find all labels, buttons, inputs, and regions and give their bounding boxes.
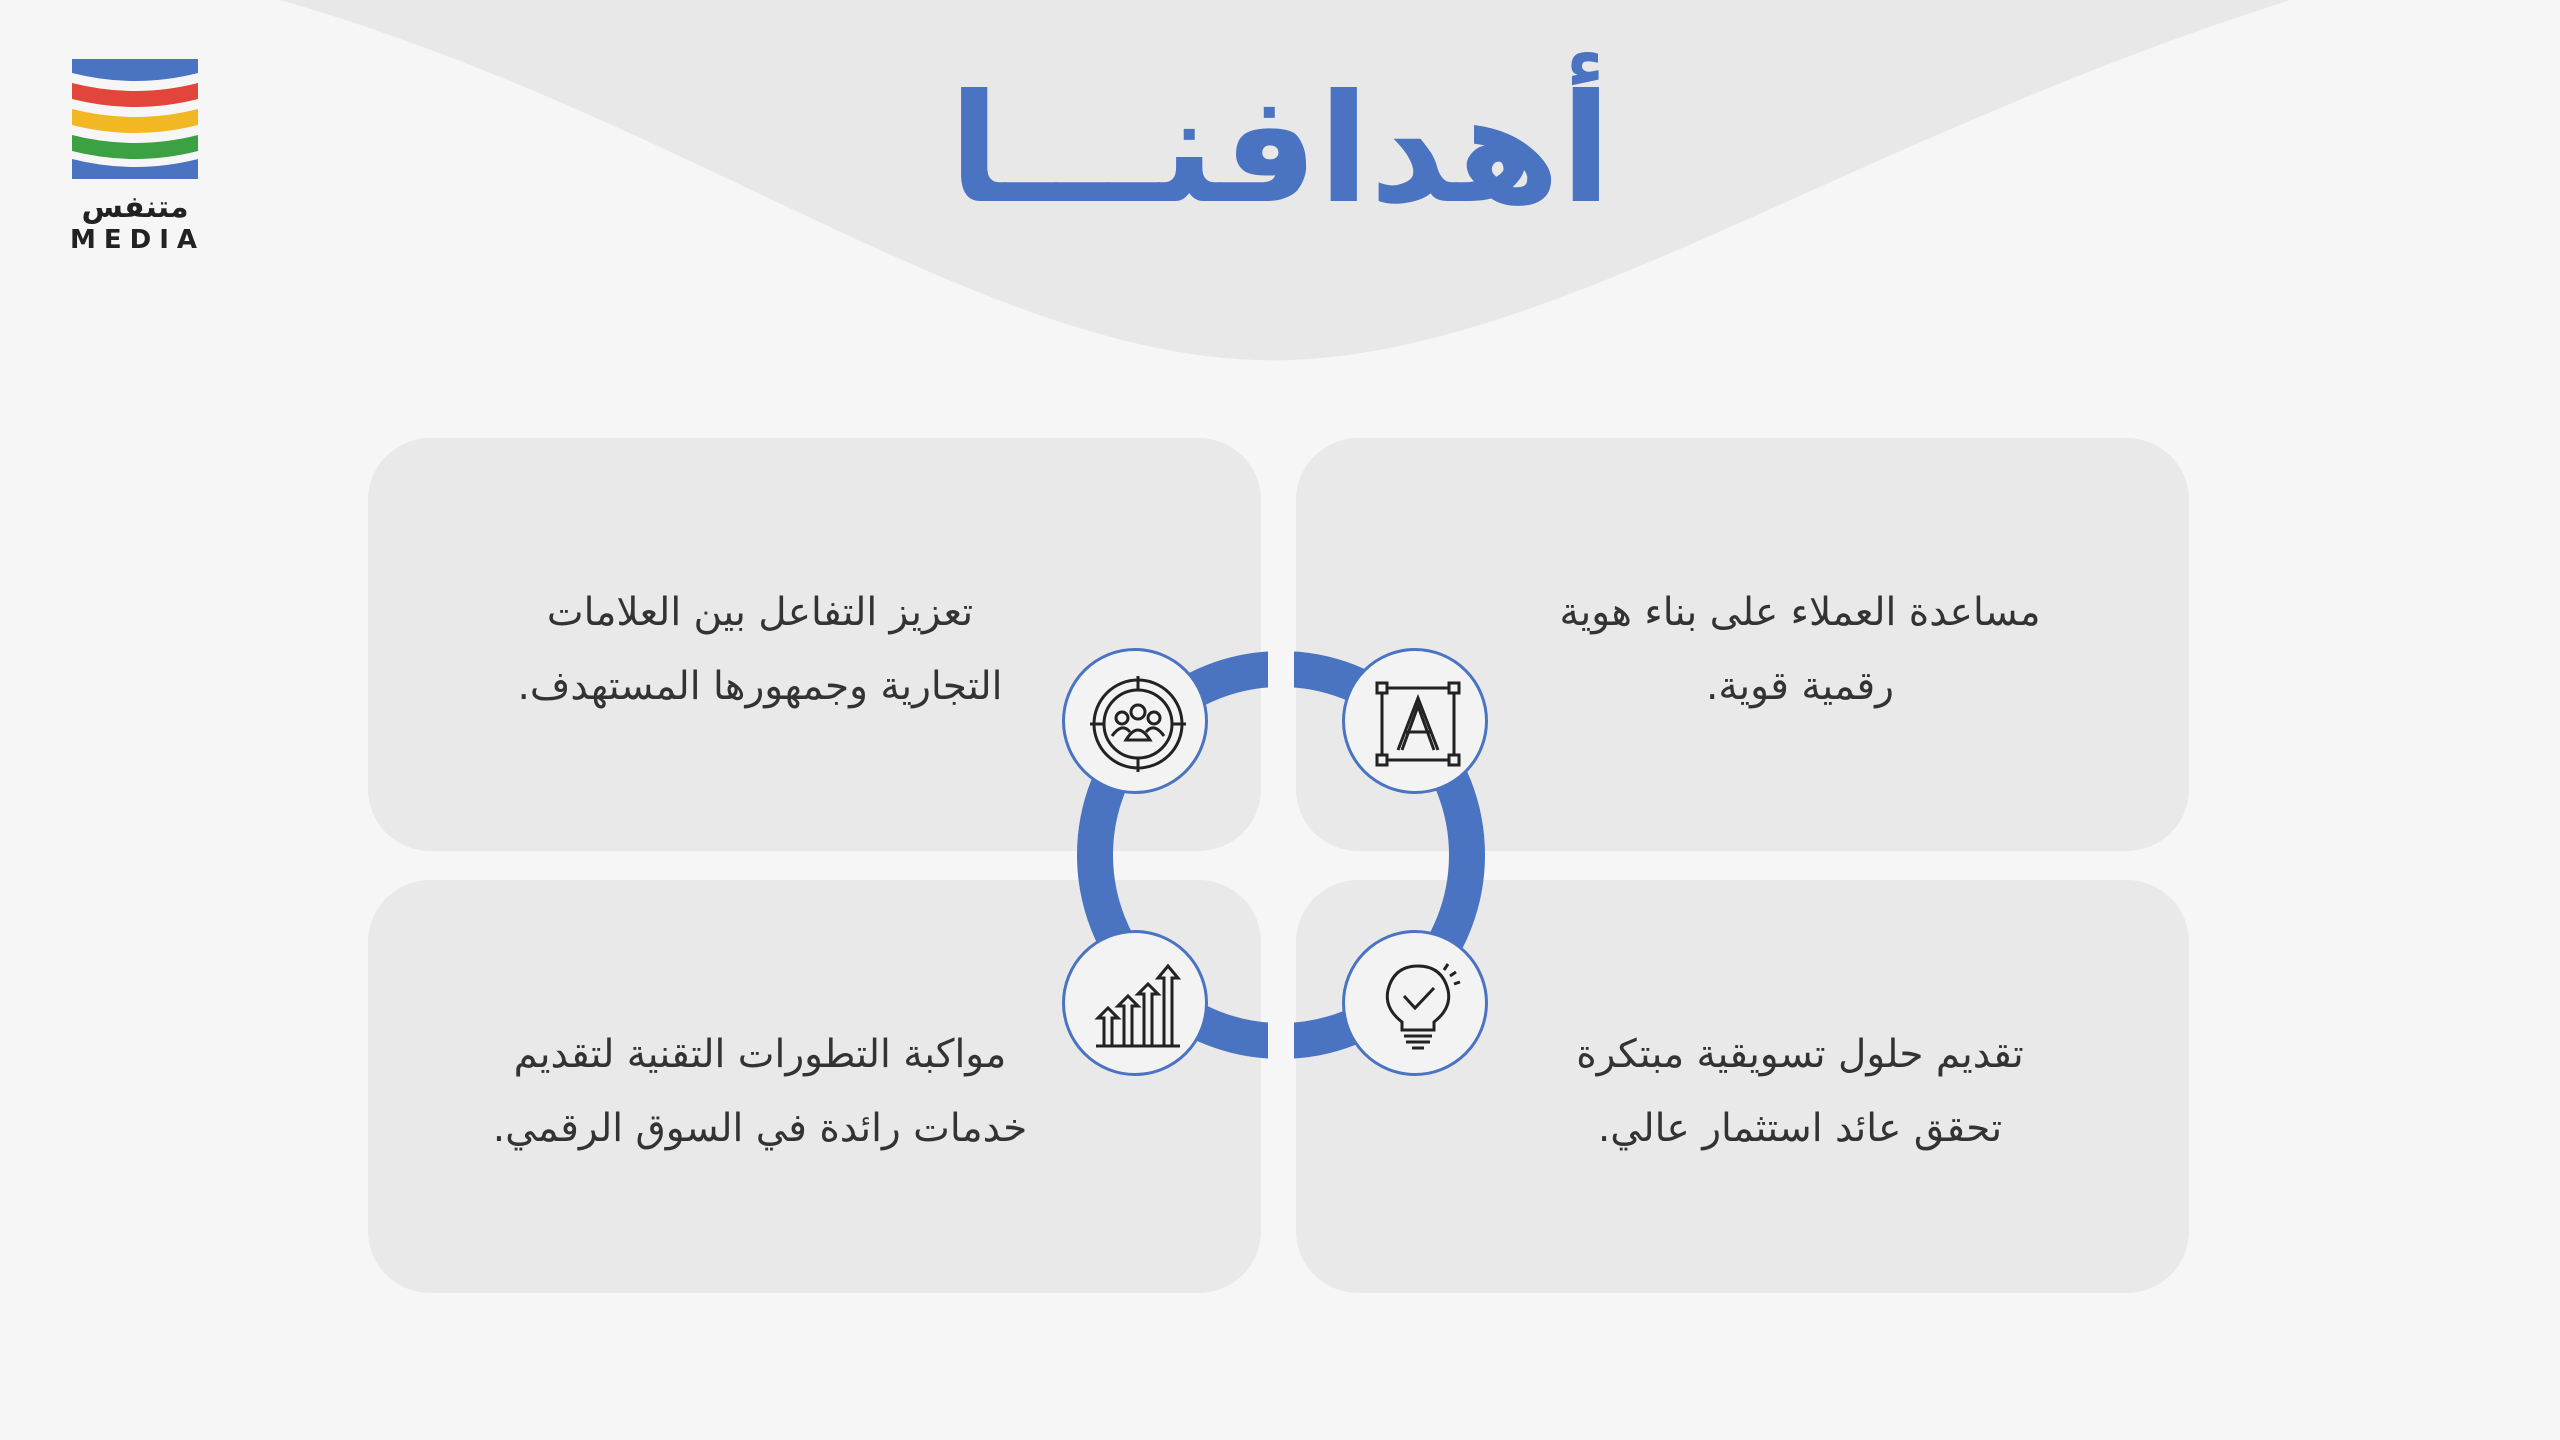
icon-badge-tech-developments <box>1062 930 1208 1076</box>
lightbulb-check-icon <box>1368 956 1468 1056</box>
goal-line: تقديم حلول تسويقية مبتكرة <box>1576 1032 2024 1077</box>
icon-badge-digital-identity <box>1342 648 1488 794</box>
growth-chart-icon <box>1088 956 1188 1056</box>
goal-text-digital-identity <box>1490 576 2110 724</box>
logo-arabic-name: متنفس <box>81 190 189 225</box>
logo-subtitle: MEDIA <box>70 225 206 255</box>
goal-text-brand-engagement <box>450 576 1070 724</box>
goal-line: تحقق عائد استثمار عالي. <box>1597 1106 2003 1151</box>
goal-line: خدمات رائدة في السوق الرقمي. <box>492 1106 1028 1151</box>
goal-line: رقمية قوية. <box>1705 664 1895 709</box>
icon-badge-brand-engagement <box>1062 648 1208 794</box>
logo-stripes-icon <box>70 55 200 185</box>
goal-line: مواكبة التطورات التقنية لتقديم <box>513 1032 1007 1077</box>
goal-text-marketing-solutions <box>1490 1018 2110 1166</box>
page-title: أهدافنـــا <box>948 63 1612 237</box>
goal-line: مساعدة العملاء على بناء هوية <box>1559 590 2041 635</box>
brand-logo <box>70 55 206 255</box>
text-design-icon <box>1368 674 1468 774</box>
audience-target-icon <box>1088 674 1188 774</box>
goal-line: التجارية وجمهورها المستهدف. <box>517 664 1003 709</box>
goal-line: تعزيز التفاعل بين العلامات <box>546 590 974 635</box>
icon-badge-marketing-solutions <box>1342 930 1488 1076</box>
goal-text-tech-developments <box>450 1018 1070 1166</box>
